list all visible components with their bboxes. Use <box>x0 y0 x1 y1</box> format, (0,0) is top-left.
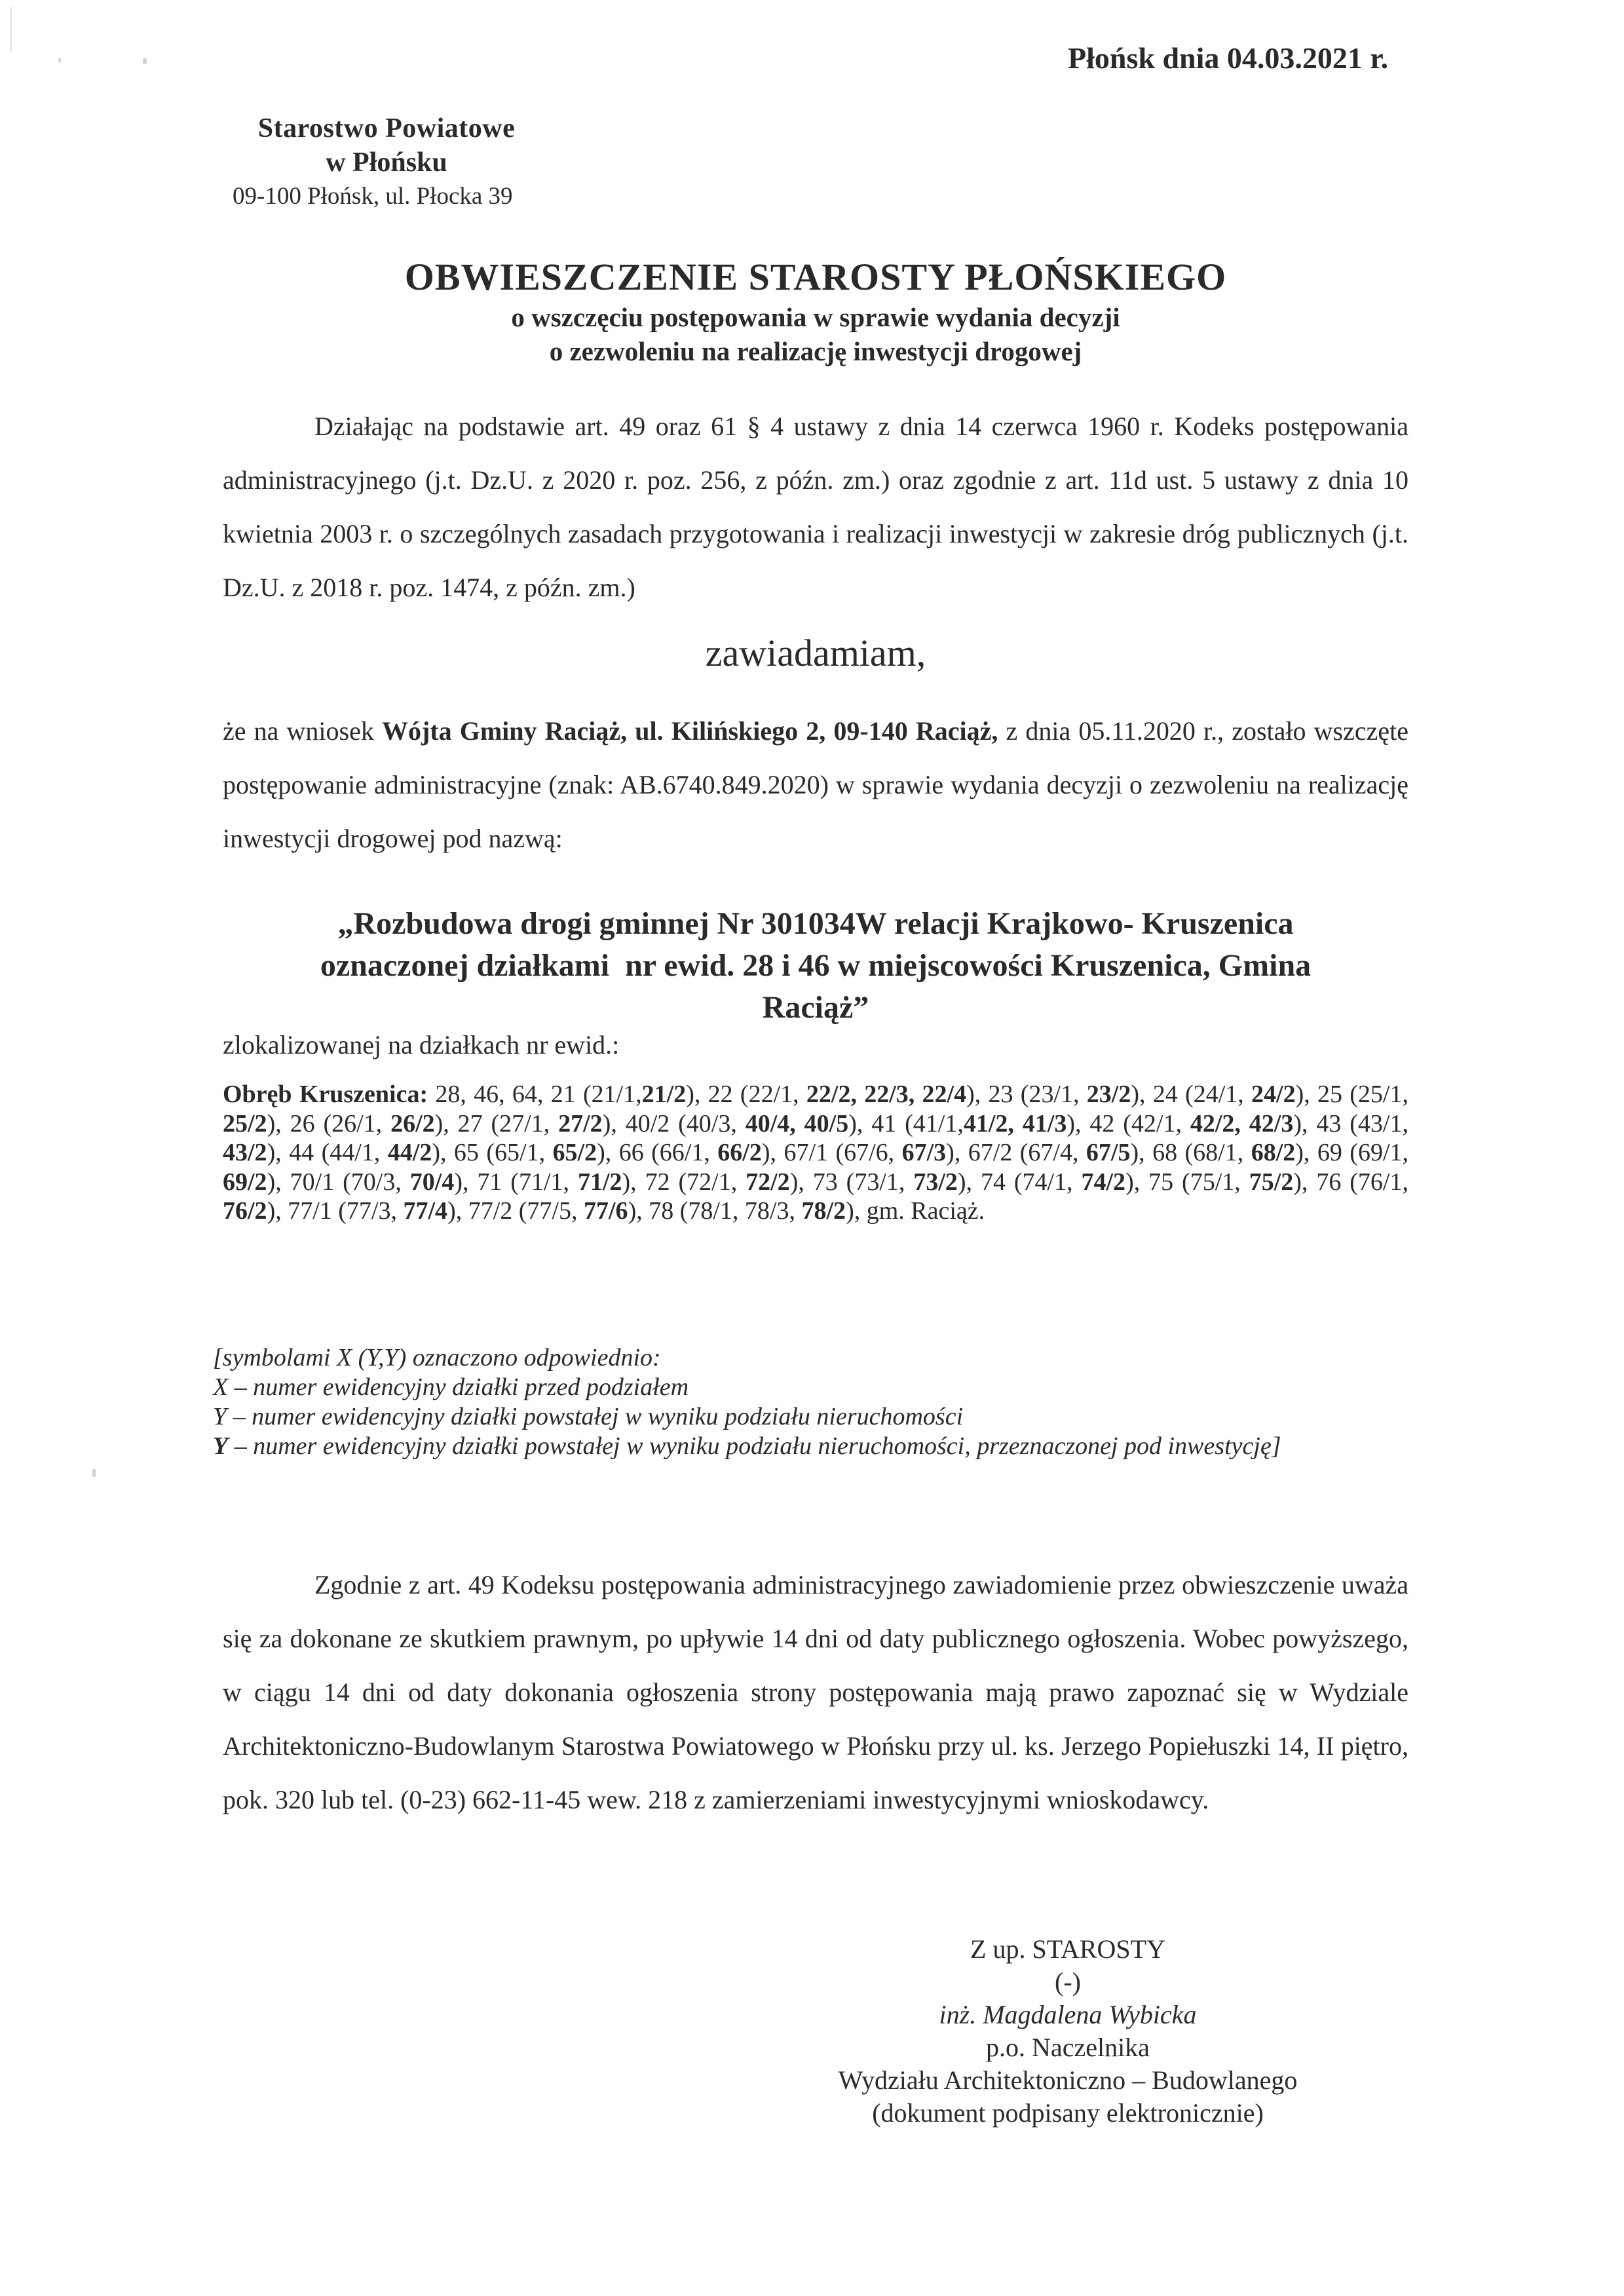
parcel-number-investment: 27/2 <box>558 1109 603 1138</box>
parcel-number: ), gm. Raciąż. <box>846 1197 985 1225</box>
parcel-number-investment: 24/2 <box>1251 1081 1296 1108</box>
signature-block <box>773 1933 1363 2130</box>
parcel-number: ), 67/2 (67/4, <box>946 1139 1086 1166</box>
parcel-number-investment: 40/4, 40/5 <box>745 1109 849 1138</box>
closing-text: Zgodnie z art. 49 Kodeksu postępowania administracyjnego zawiadomienie przez obwieszczenie uważa się za dokonane ze skutkiem prawnym, po upływie 14 dni od daty publicznego ogłoszenia. Wobec powyższego, w ciągu 14 dni od daty dokonania ogłoszenia strony postępowania mają prawo zapoznać się w Wydziale Architektoniczno-Budowlanym Starostwa Powiatowego w Płońsku przy ul. ks. Jerzego Popiełuszki 14, II piętro, pok. 320 lub tel. (0-23) 662-11-45 wew. 218 z zamierzeniami inwestycyjnymi wnioskodawcy. <box>223 1570 1408 1814</box>
parcel-number: ), 26 (26/1, <box>267 1109 391 1138</box>
parcel-number-investment: 67/3 <box>901 1139 947 1166</box>
parcel-number: ), 67/1 (67/6, <box>761 1139 902 1166</box>
parcel-number: ), 77/1 (77/3, <box>267 1197 404 1225</box>
parcel-number: ), 72 (72/1, <box>622 1168 746 1196</box>
parcel-number: ), 66 (66/1, <box>597 1139 718 1166</box>
precinct-label: Obręb Kruszenica: <box>223 1081 428 1108</box>
project-name-line-1: „Rozbudowa drogi gminnej Nr 301034W relacji Krajkowo- Kruszenica <box>337 906 1294 941</box>
parcel-number-investment: 75/2 <box>1249 1168 1294 1196</box>
project-name-line-3: Raciąż” <box>762 990 869 1025</box>
parcel-number: ), 75 (75/1, <box>1125 1168 1249 1196</box>
legend-y-bold-text: – numer ewidencyjny działki powstałej w wyniku podziału nieruchomości, przeznaczonej pod inwestycję] <box>228 1432 1281 1460</box>
parcel-number: ), 44 (44/1, <box>267 1139 388 1166</box>
applicant: Wójta Gminy Raciąż, ul. Kilińskiego 2, 09-140 Raciąż, <box>381 716 998 746</box>
title-subtitle-line-2: o zezwoleniu na realizację inwestycji drogowej <box>549 336 1082 366</box>
parcel-number-investment: 44/2 <box>387 1139 432 1166</box>
parcel-number: ), 78 (78/1, 78/3, <box>628 1197 802 1225</box>
legend-y-bold-symbol: Y <box>213 1432 229 1460</box>
legal-basis-paragraph <box>223 400 1408 615</box>
parcel-number: ), 74 (74/1, <box>957 1168 1082 1196</box>
parcel-number: ), 25 (25/1, <box>1295 1081 1408 1108</box>
parcel-number-investment: 66/2 <box>717 1139 762 1166</box>
notify-heading: zawiadamiam, <box>705 632 926 674</box>
signature-mark: (-) <box>1055 1967 1081 1997</box>
parcel-number-investment: 68/2 <box>1251 1139 1296 1166</box>
parcel-number-investment: 41/2, 41/3 <box>963 1109 1067 1138</box>
parcel-number: ), 71 (71/1, <box>454 1168 578 1196</box>
legend-intro: [symbolami X (Y,Y) oznaczono odpowiednio: <box>213 1344 661 1371</box>
application-prefix: że na wniosek <box>223 716 382 746</box>
office-name: Starostwo Powiatowe <box>257 113 516 144</box>
parcel-number-investment: 23/2 <box>1086 1081 1131 1108</box>
parcel-number: ), 43 (43/1, <box>1293 1109 1408 1138</box>
parcel-number: ), 42 (42/1, <box>1067 1109 1190 1138</box>
legend-x: X – numer ewidencyjny działki przed podziałem <box>213 1373 689 1401</box>
parcel-number: 28, 46, 64, 21 (21/1, <box>428 1081 642 1108</box>
parcel-number-investment: 76/2 <box>223 1197 267 1225</box>
scan-speck <box>143 58 147 64</box>
parcel-number: ), 77/2 (77/5, <box>447 1197 584 1225</box>
legend-y: Y – numer ewidencyjny działki powstałej w wyniku podziału nieruchomości <box>213 1403 964 1430</box>
parcel-number: ), 40/2 (40/3, <box>602 1109 746 1138</box>
parcel-number-investment: 42/2, 42/3 <box>1190 1109 1294 1138</box>
signer-role: p.o. Naczelnika <box>986 2033 1150 2062</box>
parcel-number-investment: 21/2 <box>641 1081 687 1108</box>
scan-speck <box>58 58 61 63</box>
scan-speck <box>92 1469 96 1477</box>
parcel-number-investment: 67/5 <box>1086 1139 1131 1166</box>
signature-on-behalf: Z up. STAROSTY <box>970 1934 1165 1964</box>
closing-paragraph <box>223 1558 1408 1827</box>
parcel-number-investment: 69/2 <box>223 1168 267 1196</box>
parcel-number-investment: 71/2 <box>577 1168 622 1196</box>
signature-note: (dokument podpisany elektronicznie) <box>872 2098 1264 2128</box>
parcel-number: ), 70/1 (70/3, <box>267 1168 410 1196</box>
application-paragraph <box>223 704 1408 866</box>
parcel-number: ), 27 (27/1, <box>434 1109 559 1138</box>
located-label: zlokalizowanej na działkach nr ewid.: <box>223 1030 620 1060</box>
signer-department: Wydziału Architektoniczno – Budowlanego <box>838 2065 1298 2095</box>
parcel-number: ), 69 (69/1, <box>1295 1139 1408 1166</box>
parcel-number-investment: 77/4 <box>403 1197 448 1225</box>
parcel-number: ), 73 (73/1, <box>789 1168 914 1196</box>
parcel-number-investment: 73/2 <box>913 1168 958 1196</box>
parcel-number-investment: 25/2 <box>223 1109 267 1138</box>
scan-speck <box>10 7 12 52</box>
symbol-legend <box>213 1343 1412 1461</box>
parcel-number: ), 22 (22/1, <box>686 1081 806 1108</box>
document-date: Płońsk dnia 04.03.2021 r. <box>1068 41 1389 75</box>
title-main: OBWIESZCZENIE STAROSTY PŁOŃSKIEGO <box>404 256 1227 298</box>
parcel-number-investment: 26/2 <box>390 1109 435 1138</box>
parcel-number: ), 24 (24/1, <box>1131 1081 1252 1108</box>
document-title <box>223 254 1408 368</box>
office-address: 09-100 Płońsk, ul. Płocka 39 <box>233 183 513 210</box>
parcel-number-investment: 70/4 <box>409 1168 455 1196</box>
project-name <box>223 903 1408 1029</box>
issuing-office <box>233 111 540 214</box>
office-city: w Płońsku <box>326 147 447 178</box>
parcel-list <box>223 1080 1408 1226</box>
application-suffix: z dnia 05.11.2020 r., zostało wszczęte postępowanie administracyjne (znak: AB.6740.849.2020) w sprawie wydania decyzji o zezwoleniu na realizację inwestycji drogowej pod nazwą: <box>223 716 1408 853</box>
parcel-number-investment: 72/2 <box>746 1168 790 1196</box>
legal-basis-text: Działając na podstawie art. 49 oraz 61 § 4 ustawy z dnia 14 czerwca 1960 r. Kodeks postępowania administracyjnego (j.t. Dz.U. z 2020 r. poz. 256, z późn. zm.) oraz zgodnie z art. 11d ust. 5 ustawy z dnia 10 kwietnia 2003 r. o szczególnych zasadach przygotowania i realizacji inwestycji w zakresie dróg publicznych (j.t. Dz.U. z 2018 r. poz. 1474, z późn. zm.) <box>223 411 1408 602</box>
parcel-number-investment: 43/2 <box>223 1139 267 1166</box>
project-name-line-2: oznaczonej działkami nr ewid. 28 i 46 w miejscowości Kruszenica, Gmina <box>320 948 1312 983</box>
legend-y-bold <box>213 1432 1412 1461</box>
parcel-number-investment: 77/6 <box>584 1197 628 1225</box>
parcel-number: ), 23 (23/1, <box>966 1081 1087 1108</box>
parcel-number: ), 68 (68/1, <box>1130 1139 1251 1166</box>
parcel-number-investment: 74/2 <box>1081 1168 1126 1196</box>
parcel-number: ), 76 (76/1, <box>1293 1168 1408 1196</box>
parcel-number-investment: 22/2, 22/3, 22/4 <box>806 1081 967 1108</box>
parcel-number-investment: 65/2 <box>552 1139 597 1166</box>
parcel-number: ), 65 (65/1, <box>432 1139 553 1166</box>
signer-name: inż. Magdalena Wybicka <box>939 2000 1197 2029</box>
parcel-number-investment: 78/2 <box>801 1197 846 1225</box>
title-subtitle-line-1: o wszczęciu postępowania w sprawie wydania decyzji <box>511 302 1120 332</box>
parcel-number: ), 41 (41/1, <box>848 1109 964 1138</box>
